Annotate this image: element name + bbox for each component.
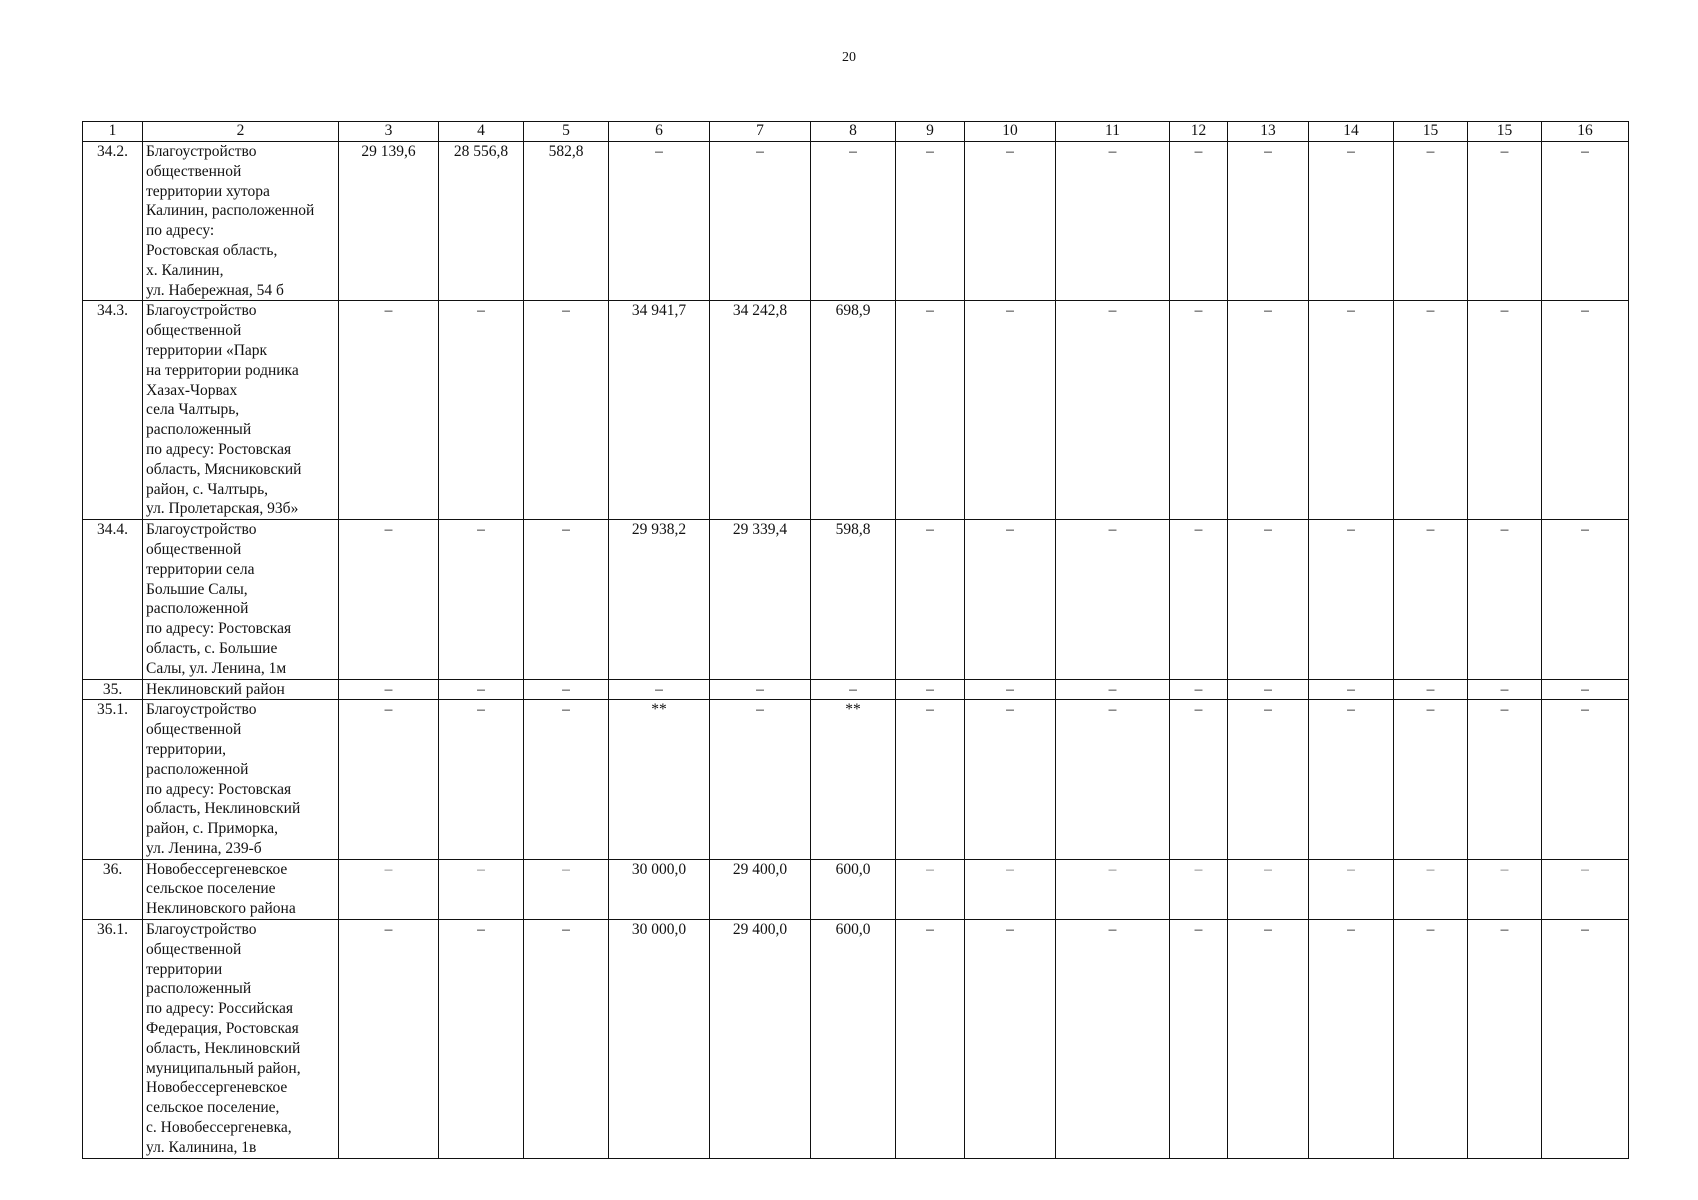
value-cell: – [1394, 859, 1468, 919]
row-number-cell: 36. [83, 859, 143, 919]
value-cell: – [896, 920, 965, 1159]
row-number-cell: 35.1. [83, 700, 143, 859]
column-header: 13 [1228, 122, 1309, 142]
row-number-cell: 34.3. [83, 301, 143, 520]
value-cell: 698,9 [811, 301, 896, 520]
column-header: 5 [524, 122, 609, 142]
value-cell: – [965, 700, 1056, 859]
value-cell: – [439, 301, 524, 520]
value-cell: ** [811, 700, 896, 859]
value-cell: – [1309, 920, 1394, 1159]
value-cell: 29 938,2 [609, 520, 710, 679]
value-cell: – [1542, 920, 1629, 1159]
row-description-cell: Новобессергеневское сельское поселение Неклиновского района [143, 859, 339, 919]
value-cell: – [896, 679, 965, 700]
value-cell: – [524, 679, 609, 700]
value-cell: – [1228, 920, 1309, 1159]
value-cell: – [1394, 700, 1468, 859]
value-cell: 30 000,0 [609, 920, 710, 1159]
page-number: 20 [842, 50, 856, 65]
value-cell: – [1309, 859, 1394, 919]
column-header: 11 [1056, 122, 1170, 142]
value-cell: – [811, 679, 896, 700]
value-cell: – [1542, 859, 1629, 919]
value-cell: – [1542, 142, 1629, 301]
table-row [83, 859, 1629, 919]
value-cell: – [439, 679, 524, 700]
value-cell: – [439, 859, 524, 919]
value-cell: – [965, 679, 1056, 700]
value-cell: – [896, 520, 965, 679]
column-header: 15 [1394, 122, 1468, 142]
value-cell: – [339, 679, 439, 700]
value-cell: – [524, 520, 609, 679]
column-header: 8 [811, 122, 896, 142]
value-cell: – [1056, 700, 1170, 859]
column-header: 7 [710, 122, 811, 142]
row-description-cell: Благоустройство общественной территории расположенный по адресу: Российская Федерация, Ростовская область, Неклиновский муниципальный район, Новобессергеневское сельское поселение, с. Новобессергеневка, ул. Калинина, 1в [143, 920, 339, 1159]
value-cell: 34 242,8 [710, 301, 811, 520]
value-cell: – [1394, 520, 1468, 679]
value-cell: – [1228, 700, 1309, 859]
column-header: 9 [896, 122, 965, 142]
column-header: 2 [143, 122, 339, 142]
value-cell: 598,8 [811, 520, 896, 679]
value-cell: – [1468, 301, 1542, 520]
value-cell: – [1309, 679, 1394, 700]
value-cell: – [1542, 679, 1629, 700]
row-number-cell: 34.2. [83, 142, 143, 301]
value-cell: – [710, 700, 811, 859]
value-cell: – [1056, 679, 1170, 700]
row-description-cell: Благоустройство общественной территории «Парк на территории родника Хазах-Чорвах села Чалтырь, расположенный по адресу: Ростовская область, Мясниковский район, с. Чалтырь, ул. Пролетарская, 93б» [143, 301, 339, 520]
value-cell: – [1394, 142, 1468, 301]
value-cell: – [1228, 301, 1309, 520]
column-header: 3 [339, 122, 439, 142]
value-cell: – [1170, 142, 1228, 301]
value-cell: – [1468, 520, 1542, 679]
row-description-cell: Неклиновский район [143, 679, 339, 700]
value-cell: – [1394, 301, 1468, 520]
value-cell: 29 400,0 [710, 920, 811, 1159]
value-cell: – [710, 142, 811, 301]
value-cell: – [524, 859, 609, 919]
value-cell: – [1170, 920, 1228, 1159]
value-cell: – [339, 920, 439, 1159]
column-header: 1 [83, 122, 143, 142]
row-number-cell: 35. [83, 679, 143, 700]
value-cell: – [339, 700, 439, 859]
column-header: 14 [1309, 122, 1394, 142]
value-cell: – [811, 142, 896, 301]
value-cell: – [1170, 700, 1228, 859]
value-cell: 28 556,8 [439, 142, 524, 301]
value-cell: – [1228, 859, 1309, 919]
value-cell: – [1542, 700, 1629, 859]
value-cell: – [1309, 700, 1394, 859]
value-cell: – [524, 700, 609, 859]
table-row [83, 700, 1629, 859]
value-cell: – [1056, 142, 1170, 301]
value-cell: – [439, 920, 524, 1159]
value-cell: 582,8 [524, 142, 609, 301]
value-cell: – [339, 301, 439, 520]
value-cell: – [1228, 679, 1309, 700]
value-cell: – [339, 859, 439, 919]
value-cell: 29 339,4 [710, 520, 811, 679]
column-header: 6 [609, 122, 710, 142]
value-cell: – [1056, 301, 1170, 520]
value-cell: – [1468, 920, 1542, 1159]
row-description-cell: Благоустройство общественной территории хутора Калинин, расположенной по адресу: Ростовская область, х. Калинин, ул. Набережная, 54 б [143, 142, 339, 301]
value-cell: – [1170, 859, 1228, 919]
value-cell: 600,0 [811, 920, 896, 1159]
value-cell: – [1468, 679, 1542, 700]
row-description-cell: Благоустройство общественной территории, расположенной по адресу: Ростовская область, Неклиновский район, с. Приморка, ул. Ленина, 239-б [143, 700, 339, 859]
value-cell: ** [609, 700, 710, 859]
value-cell: – [896, 142, 965, 301]
value-cell: – [896, 700, 965, 859]
value-cell: – [965, 142, 1056, 301]
value-cell: 600,0 [811, 859, 896, 919]
table-row [83, 520, 1629, 679]
table-row [83, 142, 1629, 301]
value-cell: 30 000,0 [609, 859, 710, 919]
row-number-cell: 36.1. [83, 920, 143, 1159]
column-header: 12 [1170, 122, 1228, 142]
table-header-row [83, 122, 1629, 142]
value-cell: – [1468, 142, 1542, 301]
value-cell: – [609, 679, 710, 700]
value-cell: – [1056, 520, 1170, 679]
value-cell: – [896, 859, 965, 919]
value-cell: – [1170, 301, 1228, 520]
column-header: 16 [1542, 122, 1629, 142]
value-cell: – [1542, 520, 1629, 679]
value-cell: – [1468, 859, 1542, 919]
value-cell: – [1394, 920, 1468, 1159]
value-cell: 34 941,7 [609, 301, 710, 520]
value-cell: – [965, 520, 1056, 679]
value-cell: – [965, 859, 1056, 919]
table-row [83, 679, 1629, 700]
column-header: 15 [1468, 122, 1542, 142]
value-cell: – [710, 679, 811, 700]
value-cell: – [965, 301, 1056, 520]
table-row [83, 920, 1629, 1159]
value-cell: – [609, 142, 710, 301]
value-cell: – [524, 920, 609, 1159]
value-cell: – [1056, 920, 1170, 1159]
value-cell: – [1542, 301, 1629, 520]
value-cell: – [439, 520, 524, 679]
value-cell: – [439, 700, 524, 859]
value-cell: – [1309, 301, 1394, 520]
row-number-cell: 34.4. [83, 520, 143, 679]
value-cell: 29 400,0 [710, 859, 811, 919]
table-row [83, 301, 1629, 520]
column-header: 4 [439, 122, 524, 142]
value-cell: – [1170, 679, 1228, 700]
value-cell: – [1309, 142, 1394, 301]
value-cell: 29 139,6 [339, 142, 439, 301]
value-cell: – [1394, 679, 1468, 700]
value-cell: – [1228, 520, 1309, 679]
column-header: 10 [965, 122, 1056, 142]
value-cell: – [1170, 520, 1228, 679]
data-table [82, 121, 1629, 1159]
row-description-cell: Благоустройство общественной территории села Большие Салы, расположенной по адресу: Ростовская область, с. Большие Салы, ул. Ленина, 1м [143, 520, 339, 679]
value-cell: – [524, 301, 609, 520]
value-cell: – [1468, 700, 1542, 859]
value-cell: – [1228, 142, 1309, 301]
value-cell: – [1309, 520, 1394, 679]
value-cell: – [896, 301, 965, 520]
value-cell: – [339, 520, 439, 679]
value-cell: – [965, 920, 1056, 1159]
value-cell: – [1056, 859, 1170, 919]
